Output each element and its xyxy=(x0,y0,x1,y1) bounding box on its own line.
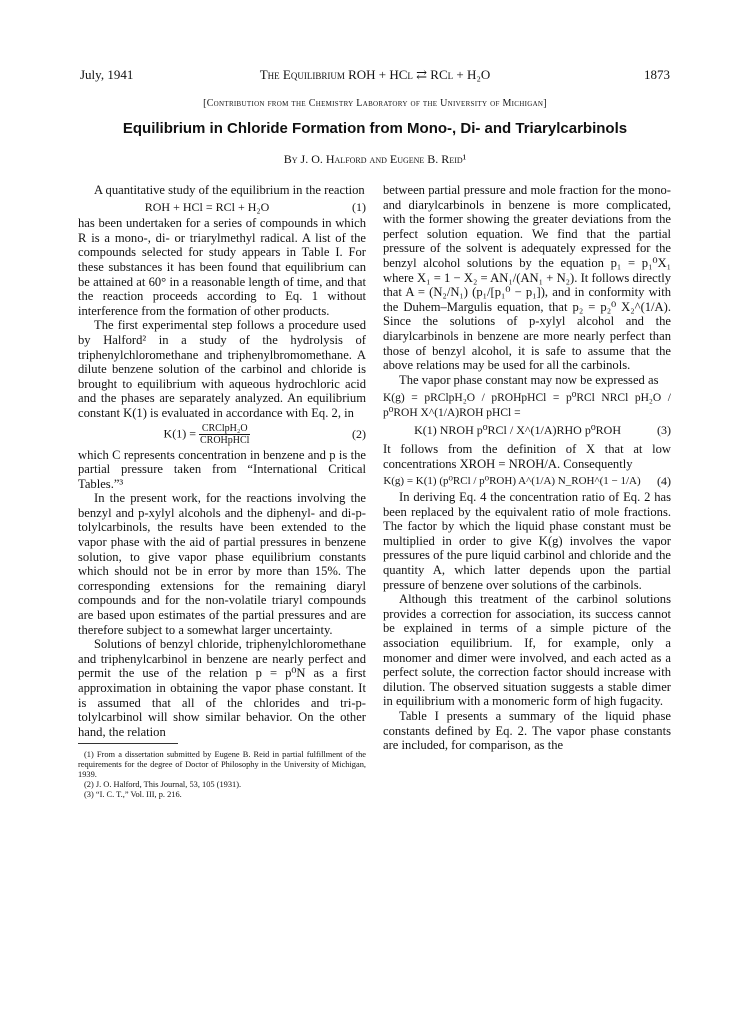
equation-2 xyxy=(78,423,366,446)
header-running-title: The Equilibrium ROH + HCl ⇄ RCl + H₂O xyxy=(259,67,491,82)
equation-2-lhs: K(1) = xyxy=(163,425,196,440)
equation-3-line-2-row xyxy=(383,423,671,438)
equation-3-line-1: K(g) = pRClpH₂O / pROHpHCl = p⁰RCl NRCl pH₂O / p⁰ROH X^(1/A)ROH pHCl = xyxy=(383,392,671,420)
footnotes xyxy=(78,750,366,800)
equation-1-body: ROH + HCl = RCl + H₂O xyxy=(144,199,270,214)
equation-2-fraction xyxy=(199,423,250,446)
equation-3-line-2: K(1) NROH p⁰RCl / X^(1/A)RHO p⁰ROH xyxy=(414,423,621,438)
left-column xyxy=(78,183,366,800)
equation-2-denominator: CROHpHCl xyxy=(199,434,250,446)
contribution-line: [Contribution from the Chemistry Laboratory of the University of Michigan] xyxy=(203,98,547,109)
equation-2-numerator: CRClpH₂O xyxy=(199,423,250,435)
right-para-3: It follows from the definition of X that at low concentrations XROH = NROH/A. Consequently xyxy=(383,442,671,471)
equation-4-body: K(g) = K(1) (p⁰RCl / p⁰ROH) A^(1/A) N_ROH^(1 − 1/A) xyxy=(383,474,641,487)
left-para-2a: The first experimental step follows a procedure used by Halford² in a study of the hydrolysis of triphenylchloromethane and triphenylbromomethane. A dilute benzene solution of the carbinol and chloride is brought to equilibrium with aqueous hydrochloric acid and the phases are separately analyzed. An equilibrium constant K(1) is evaluated in accordance with Eq. 2, in xyxy=(78,318,366,420)
article-title: Equilibrium in Chloride Formation from Mono-, Di- and Triarylcarbinols xyxy=(122,120,628,137)
byline: By J. O. Halford and Eugene B. Reid¹ xyxy=(283,152,467,166)
left-para-1b: has been undertaken for a series of compounds in which R is a mono-, di- or triarylmethyl radical. A list of the compounds selected for study appears in Table I. For these substances it has been found that equilibrium can be attained at 60° in a reasonable length of time, and that the reaction proceeds according to Eq. 1 without interference from the formation of other products. xyxy=(78,216,366,318)
footnote-1: (1) From a dissertation submitted by Eugene B. Reid in partial fulfillment of the requirements for the degree of Doctor of Philosophy in the University of Michigan, 1939. xyxy=(78,750,366,780)
running-header xyxy=(80,67,670,87)
left-para-1a: A quantitative study of the equilibrium in the reaction xyxy=(94,183,365,197)
left-para-4: Solutions of benzyl chloride, triphenylchloromethane and triphenylcarbinol in benzene are nearly perfect and permit the use of the relation p = p⁰N as a first approximation in obtaining the vapor phase constant. It is assumed that all of the chlorides and tri-p-tolylcarbinol will show similar behavior. On the other hand, the relation xyxy=(78,637,366,739)
footnote-rule xyxy=(78,743,178,744)
equation-4-number: (4) xyxy=(657,473,671,488)
header-date: July, 1941 xyxy=(80,67,134,82)
left-para-3: In the present work, for the reactions involving the benzyl and p-xylyl alcohols and the diphenyl- and di-p-tolylcarbinols, the results have been extended to the vapor phase with the aid of partial pressures in benzene solution, to give vapor phase equilibrium constants which should not be in error by more than 15%. The corresponding extensions for the remaining diaryl compounds and for the non-volatile triaryl compounds are based upon estimates of the partial pressures and are therefore subject to a somewhat larger uncertainty. xyxy=(78,491,366,637)
equation-3-number: (3) xyxy=(657,423,671,438)
left-para-2b: which C represents concentration in benzene and p is the partial pressure taken from “International Critical Tables.”³ xyxy=(78,447,366,491)
equation-3 xyxy=(383,391,671,438)
right-column xyxy=(383,183,671,753)
right-para-2: The vapor phase constant may now be expressed as xyxy=(399,372,659,387)
footnote-3: (3) “I. C. T.,” Vol. III, p. 216. xyxy=(84,790,182,800)
right-para-5: Although this treatment of the carbinol solutions provides a correction for association, its success cannot be explained in terms of a simple picture of the association equilibrium. If, for example, only a monomer and dimer were involved, and each acted as a perfect solute, the correction factor should increase with dilution. The observed situation suggests a stable dimer in equilibrium with a monomeric form of high fugacity. xyxy=(383,592,671,709)
header-page-number: 1873 xyxy=(644,67,670,82)
equation-2-number: (2) xyxy=(352,426,366,441)
right-para-6: Table I presents a summary of the liquid phase constants defined by Eq. 2. The vapor phase constants are included, for comparison, as the xyxy=(383,709,671,753)
footnote-2: (2) J. O. Halford, This Journal, 53, 105 (1931). xyxy=(84,780,242,790)
equation-1 xyxy=(78,200,366,215)
equation-2-body xyxy=(78,423,336,446)
right-para-1: between partial pressure and mole fraction for the mono- and diarylcarbinols in benzene is more complicated, with the former showing the greater deviations from the perfect solution equation. We find that the partial pressure of the solvent is adequately expressed for the benzyl alcohol solutions by the equation p₁ = p₁⁰X₁ where X₁ = 1 − X₂ = AN₁/(AN₁ + N₂). It follows directly that A = (N₂/N₁) (p₁/[p₁⁰ − p₁]), and in conformity with the Duhem–Margulis equation, that p₂ = p₂⁰ X₂^(1/A). Since the solutions of p-xylyl alcohol and the diarylcarbinols in benzene are more nearly perfect than those of benzyl alcohol, it is safe to assume that the above relations may be used for all the carbinols. xyxy=(383,183,671,373)
equation-1-number: (1) xyxy=(352,199,366,214)
equation-4 xyxy=(383,474,671,489)
right-para-4: In deriving Eq. 4 the concentration ratio of Eq. 2 has been replaced by the equivalent ratio of mole fractions. The factor by which the liquid phase constant must be multiplied in order to give K(g) involves the vapor pressures of the pure liquid carbinol and chloride and the quantity A, which latter depends upon the partial pressure of benzene over solutions of the carbinols. xyxy=(383,490,671,592)
